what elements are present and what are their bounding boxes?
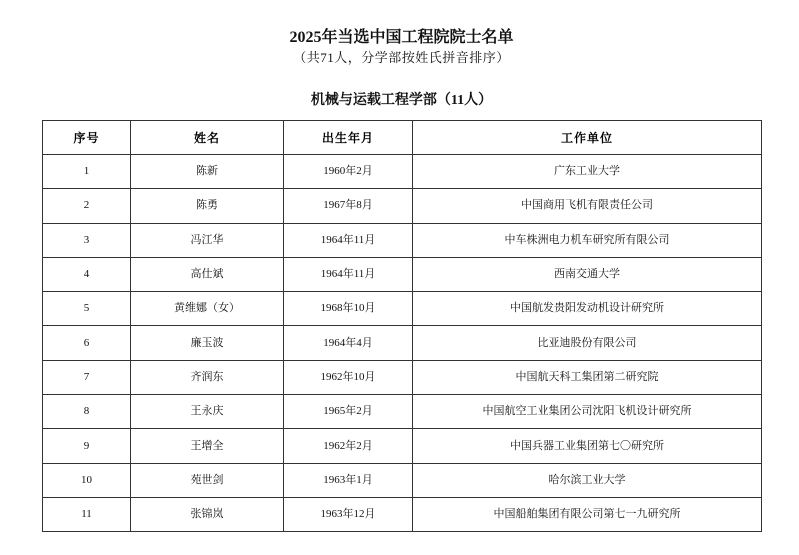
header-number: 序号 — [43, 121, 131, 155]
employer-cell: 中国商用飞机有限责任公司 — [413, 189, 762, 223]
row-number-cell: 11 — [43, 497, 131, 531]
row-number-cell: 9 — [43, 429, 131, 463]
table-row — [43, 360, 762, 394]
name-cell: 王增全 — [131, 429, 284, 463]
table-row — [43, 463, 762, 497]
table-row — [43, 223, 762, 257]
employer-cell: 广东工业大学 — [413, 155, 762, 189]
employer-cell: 哈尔滨工业大学 — [413, 463, 762, 497]
employer-cell: 中车株洲电力机车研究所有限公司 — [413, 223, 762, 257]
employer-cell: 中国兵器工业集团第七〇研究所 — [413, 429, 762, 463]
birth-date-cell: 1962年10月 — [284, 360, 413, 394]
table-row — [43, 395, 762, 429]
name-cell: 张锦岚 — [131, 497, 284, 531]
name-cell: 陈勇 — [131, 189, 284, 223]
employer-cell: 中国航空工业集团公司沈阳飞机设计研究所 — [413, 395, 762, 429]
employer-cell: 中国航天科工集团第二研究院 — [413, 360, 762, 394]
row-number-cell: 6 — [43, 326, 131, 360]
birth-date-cell: 1962年2月 — [284, 429, 413, 463]
birth-date-cell: 1960年2月 — [284, 155, 413, 189]
employer-cell: 中国航发贵阳发动机设计研究所 — [413, 292, 762, 326]
name-cell: 廉玉波 — [131, 326, 284, 360]
name-cell: 冯江华 — [131, 223, 284, 257]
birth-date-cell: 1963年12月 — [284, 497, 413, 531]
name-cell: 齐润东 — [131, 360, 284, 394]
name-cell: 王永庆 — [131, 395, 284, 429]
name-cell: 高仕斌 — [131, 257, 284, 291]
table-row — [43, 429, 762, 463]
birth-date-cell: 1963年1月 — [284, 463, 413, 497]
employer-cell: 比亚迪股份有限公司 — [413, 326, 762, 360]
document-subtitle: （共71人，分学部按姓氏拼音排序） — [293, 50, 510, 65]
table-row — [43, 189, 762, 223]
name-cell: 苑世剑 — [131, 463, 284, 497]
birth-date-cell: 1964年11月 — [284, 223, 413, 257]
table-row — [43, 155, 762, 189]
document-title: 2025年当选中国工程院院士名单 — [289, 29, 514, 46]
row-number-cell: 2 — [43, 189, 131, 223]
table-row — [43, 257, 762, 291]
employer-cell: 西南交通大学 — [413, 257, 762, 291]
table-row — [43, 292, 762, 326]
academician-table — [42, 120, 762, 532]
birth-date-cell: 1968年10月 — [284, 292, 413, 326]
row-number-cell: 4 — [43, 257, 131, 291]
name-cell: 陈新 — [131, 155, 284, 189]
name-cell: 黄维娜（女） — [131, 292, 284, 326]
header-birth-date: 出生年月 — [284, 121, 413, 155]
row-number-cell: 10 — [43, 463, 131, 497]
table-row — [43, 326, 762, 360]
row-number-cell: 7 — [43, 360, 131, 394]
birth-date-cell: 1965年2月 — [284, 395, 413, 429]
header-name: 姓名 — [131, 121, 284, 155]
row-number-cell: 5 — [43, 292, 131, 326]
birth-date-cell: 1964年4月 — [284, 326, 413, 360]
table-row — [43, 497, 762, 531]
row-number-cell: 1 — [43, 155, 131, 189]
birth-date-cell: 1967年8月 — [284, 189, 413, 223]
header-employer: 工作单位 — [413, 121, 762, 155]
row-number-cell: 8 — [43, 395, 131, 429]
row-number-cell: 3 — [43, 223, 131, 257]
section-title: 机械与运载工程学部（11人） — [310, 93, 493, 108]
employer-cell: 中国船舶集团有限公司第七一九研究所 — [413, 497, 762, 531]
birth-date-cell: 1964年11月 — [284, 257, 413, 291]
table-header-row — [43, 121, 762, 155]
